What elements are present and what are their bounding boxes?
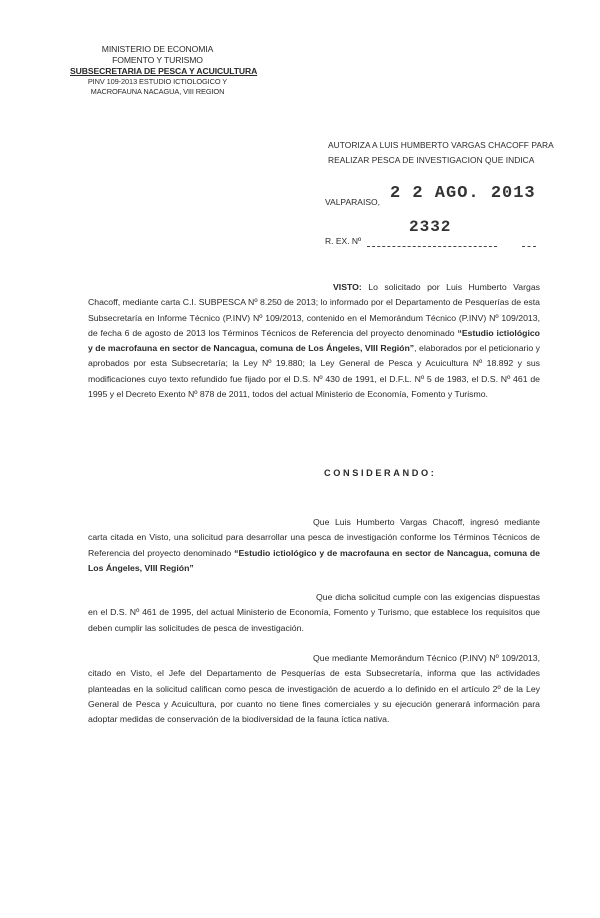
city: VALPARAISO,	[325, 197, 380, 207]
considerando-1-project: “Estudio ictiológico y de macrofauna en sector de Nancagua, comuna de Los Ángeles, VIII Región”	[88, 547, 541, 573]
visto-text-2: , elaborados por el peticionario y aprobados por esta Subsecretaría; la Ley Nº 19.880; la Ley General de Pesca y Acuicultura Nº 18.892 y sus modificaciones cuyo texto refundido fue fijado por el D.S. Nº 430 de 1991, el D.F.L. Nº 5 de 1983, el D.S. Nº 461 de 1995 y el Decreto Exento Nº 878 de 2011, todos del actual Ministerio de Economía, Fomento y Turismo.	[88, 343, 540, 400]
reference-code: PINV 109-2013 ESTUDIO ICTIOLOGICO Y	[87, 77, 228, 86]
letterhead	[70, 44, 258, 97]
ministry-subtitle: FOMENTO Y TURISMO	[112, 55, 203, 65]
visto-text-1: Lo solicitado por Luis Humberto Vargas Chacoff, mediante carta C.I. SUBPESCA Nº 8.250 de 2013; lo informado por el Departamento de Pesquerías de esta Subsecretaría en Informe Técnico (P.INV) Nº 109/2013, contenido en el Memorándum Técnico (P.INV) Nº 109/2013, de fecha 6 de agosto de 2013 los Términos Técnicos de Referencia del proyecto denominado	[88, 282, 540, 338]
considerando-1-text: Que Luis Humberto Vargas Chacoff, ingresó mediante carta citada en Visto, una solicitud para desarrollar una pesca de investigación conforme los Términos Técnicos de Referencia del proyecto denominado	[88, 517, 540, 558]
considerando-paragraph-2: Que dicha solicitud cumple con las exigencias dispuestas en el D.S. Nº 461 de 1995, del actual Ministerio de Economía, Fomento y Turismo, que establece los requisitos que deben cumplir las solicitudes de pesca de investigación.	[88, 592, 540, 633]
visto-project-name: “Estudio ictiológico y de macrofauna en sector de Nancagua, comuna de Los Ángeles, VIII Región”	[88, 327, 540, 354]
considerando-heading: CONSIDERANDO:	[324, 468, 437, 478]
stamped-date: 2 2 AGO. 2013	[390, 184, 536, 203]
resolution-subject: AUTORIZA A LUIS HUMBERTO VARGAS CHACOFF PARA REALIZAR PESCA DE INVESTIGACION QUE INDICA	[328, 140, 554, 165]
resolution-label: R. EX. Nº	[325, 236, 362, 246]
stamped-number: 2332	[409, 218, 452, 236]
reference-subject: MACROFAUNA NACAGUA, VIII REGION	[90, 87, 225, 96]
considerando-paragraph-1	[88, 515, 540, 576]
visto-paragraph	[88, 280, 540, 402]
number-tail-line	[522, 246, 536, 247]
number-blank-line	[367, 246, 497, 247]
visto-label: VISTO:	[333, 282, 362, 292]
considerando-paragraph-3: Que mediante Memorándum Técnico (P.INV) Nº 109/2013, citado en Visto, el Jefe del Departamento de Pesquerías de esta Subsecretaría, informa que las actividades planteadas en la solicitud califican como pesca de investigación de acuerdo a lo definido en el artículo 2º de la Ley General de Pesca y Acuicultura, por cuanto no tiene fines comerciales y su ejecución generará información para adoptar medidas de conservación de la biodiversidad de la fauna íctica nativa.	[88, 653, 540, 725]
ministry-name: MINISTERIO DE ECONOMIA	[101, 44, 214, 54]
subsecretaria-name: SUBSECRETARIA DE PESCA Y ACUICULTURA	[70, 66, 258, 76]
